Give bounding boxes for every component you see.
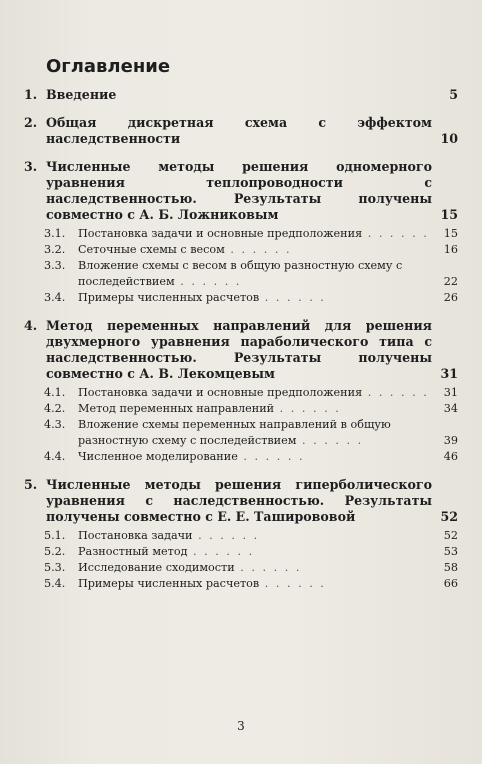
toc-section — [24, 159, 458, 306]
page-number: 3 — [237, 719, 245, 733]
subsection-list — [24, 385, 458, 465]
dot-leader: . . . . . . — [274, 402, 341, 415]
subsection-page: 26 — [443, 291, 458, 304]
subsection-entry[interactable] — [24, 401, 458, 417]
subsection-entry[interactable] — [24, 528, 458, 544]
subsection-page: 31 — [443, 386, 458, 399]
subsection-title: Сеточные схемы с весом — [78, 243, 225, 256]
subsection-entry[interactable] — [24, 449, 458, 465]
subsection-title: Исследование сходимости — [78, 561, 235, 574]
section-entry[interactable] — [24, 159, 458, 223]
section-number: 2. — [24, 115, 38, 130]
section-number: 4. — [24, 318, 38, 333]
section-page: 15 — [440, 207, 458, 222]
subsection-number: 5.2. — [44, 545, 66, 558]
dot-leader: . . . . . . — [224, 243, 292, 256]
section-entry[interactable] — [24, 115, 458, 147]
subsection-page: 58 — [443, 561, 458, 574]
section-entry[interactable] — [24, 477, 458, 525]
dot-leader: . . . . . . — [187, 545, 255, 558]
subsection-title: Примеры численных расчетов — [78, 577, 260, 590]
subsection-entry[interactable] — [24, 258, 458, 290]
subsection-title: Постановка задачи и основные предположения — [78, 227, 363, 240]
subsection-title: Численное моделирование — [78, 450, 238, 463]
dot-leader: . . . . . . — [259, 577, 326, 590]
subsection-page: 39 — [443, 434, 458, 447]
subsection-number: 5.3. — [44, 561, 66, 574]
subsection-entry[interactable] — [24, 576, 458, 592]
subsection-page: 53 — [443, 545, 458, 558]
section-title: Метод переменных направлений для решения двухмерного уравнения параболического типа с наследственностью. Результаты получены совместно с А. В. Лекомцевым — [46, 318, 432, 381]
section-page: 52 — [440, 509, 458, 524]
section-number: 5. — [24, 477, 38, 492]
subsection-title: Вложение схемы переменных направлений в общую разностную схему с последействием — [78, 418, 391, 447]
toc-heading: Оглавление — [46, 56, 171, 77]
section-title: Численные методы решения одномерного уравнения теплопроводности с наследственностью. Результаты получены совместно с А. Б. Ложниковым — [46, 159, 432, 222]
subsection-list — [24, 528, 458, 592]
section-title: Введение — [46, 87, 117, 102]
section-page: 5 — [449, 87, 458, 102]
subsection-page: 15 — [443, 227, 458, 240]
subsection-number: 3.2. — [44, 243, 66, 256]
section-page: 31 — [440, 366, 458, 381]
subsection-number: 4.1. — [44, 386, 66, 399]
toc-sections — [24, 87, 458, 592]
subsection-entry[interactable] — [24, 226, 458, 242]
toc-section — [24, 87, 458, 103]
subsection-entry[interactable] — [24, 544, 458, 560]
section-title: Численные методы решения гиперболического уравнения с наследственностью. Результаты получены совместно с Е. Е. Таширововой — [46, 477, 432, 524]
dot-leader: . . . . . . — [362, 227, 429, 240]
subsection-page: 16 — [443, 243, 458, 256]
subsection-title: Примеры численных расчетов — [78, 291, 260, 304]
subsection-title: Вложение схемы с весом в общую разностную схему с последействием — [78, 259, 403, 288]
section-entry[interactable] — [24, 87, 458, 103]
section-entry[interactable] — [24, 318, 458, 382]
dot-leader: . . . . . . — [296, 434, 364, 447]
dot-leader: . . . . . . — [192, 529, 260, 542]
dot-leader: . . . . . . — [174, 275, 242, 288]
subsection-entry[interactable] — [24, 417, 458, 449]
subsection-page: 34 — [443, 402, 458, 415]
dot-leader: . . . . . . — [234, 561, 302, 574]
subsection-entry[interactable] — [24, 242, 458, 258]
subsection-number: 3.3. — [44, 259, 66, 272]
toc-section — [24, 318, 458, 465]
subsection-number: 3.1. — [44, 227, 66, 240]
dot-leader: . . . . . . — [237, 450, 305, 463]
subsection-title: Метод переменных направлений — [78, 402, 275, 415]
subsection-entry[interactable] — [24, 560, 458, 576]
table-of-contents — [24, 56, 458, 604]
subsection-page: 66 — [443, 577, 458, 590]
toc-section — [24, 477, 458, 592]
toc-section — [24, 115, 458, 147]
dot-leader: . . . . . . — [259, 291, 326, 304]
subsection-number: 3.4. — [44, 291, 66, 304]
subsection-title: Постановка задачи и основные предположения — [78, 386, 363, 399]
subsection-title: Разностный метод — [78, 545, 188, 558]
subsection-list — [24, 226, 458, 306]
subsection-entry[interactable] — [24, 290, 458, 306]
subsection-title: Постановка задачи — [78, 529, 193, 542]
section-number: 1. — [24, 87, 38, 102]
section-page: 10 — [440, 131, 458, 146]
subsection-number: 4.4. — [44, 450, 66, 463]
subsection-number: 4.2. — [44, 402, 66, 415]
dot-leader: . . . . . . — [362, 386, 429, 399]
section-title: Общая дискретная схема с эффектом наследственности — [46, 115, 432, 146]
subsection-page: 22 — [443, 275, 458, 288]
subsection-entry[interactable] — [24, 385, 458, 401]
subsection-number: 4.3. — [44, 418, 66, 431]
subsection-number: 5.4. — [44, 577, 66, 590]
subsection-page: 52 — [443, 529, 458, 542]
subsection-page: 46 — [443, 450, 458, 463]
section-number: 3. — [24, 159, 38, 174]
subsection-number: 5.1. — [44, 529, 66, 542]
